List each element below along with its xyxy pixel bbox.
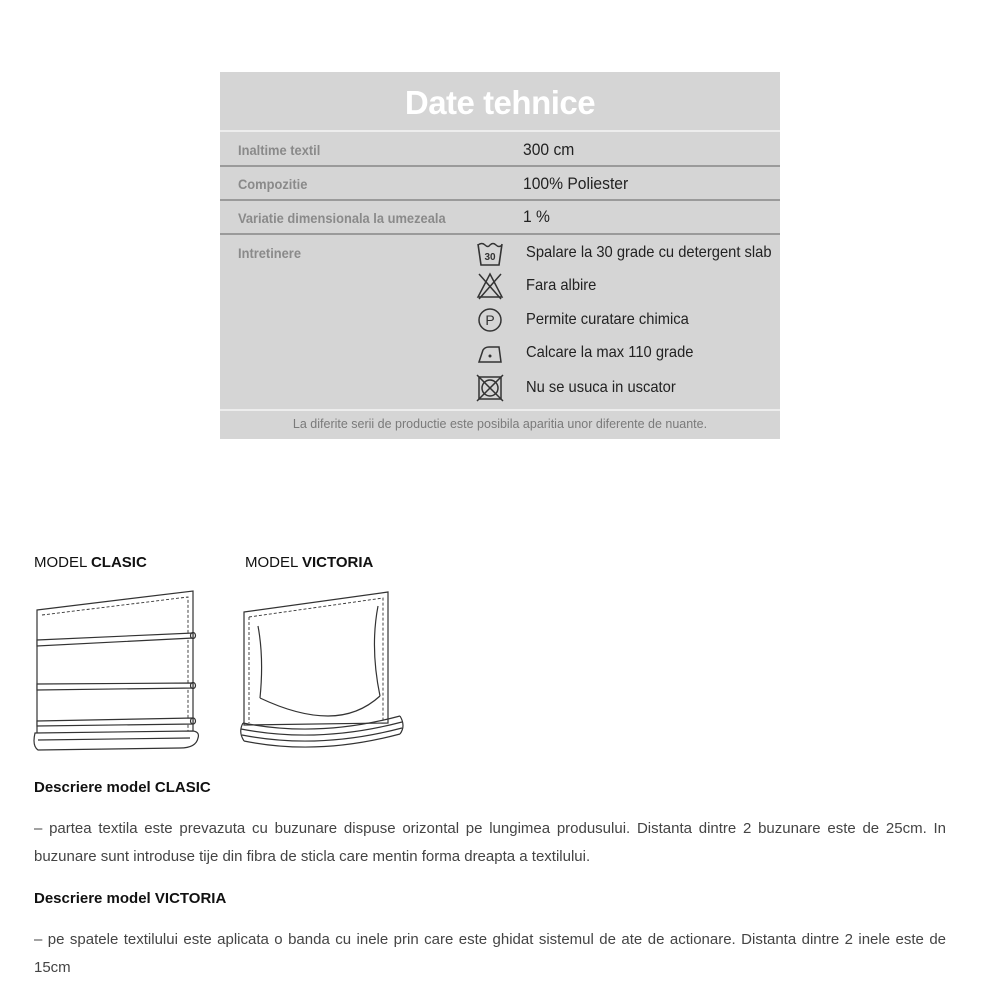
clasic-description-text: – partea textila este prevazuta cu buzunare dispuse orizontal pe lungimea produsului. Distanta dintre 2 buzunare este de 25cm. In buzunare sunt introduse tije din fibra de sticla care mentin forma dreapta a textilului.	[34, 820, 946, 865]
no-bleach-icon	[475, 271, 505, 301]
model-victoria-drawing	[238, 588, 418, 763]
spec-label: Variatie dimensionala la umezeala	[238, 210, 446, 226]
victoria-description-text: – pe spatele textilului este aplicata o banda cu inele prin care este ghidat sistemul de ate de actionare. Distanta dintre 2 inele este de 15cm	[34, 931, 946, 976]
panel-footnote: La diferite serii de productie este posibila aparitia unor diferente de nuante.	[292, 417, 708, 431]
model-prefix: MODEL	[34, 554, 87, 571]
care-item-tumble	[220, 373, 780, 403]
model-name: VICTORIA	[301, 554, 374, 571]
model-victoria-title	[245, 554, 373, 571]
spec-value: 100% Poliester	[523, 174, 629, 193]
panel-title: Date tehnice	[404, 84, 596, 121]
iron-icon	[475, 338, 505, 368]
spec-value: 300 cm	[523, 140, 575, 159]
model-clasic-title	[34, 554, 147, 571]
no-tumble-dry-icon	[475, 373, 505, 403]
care-item-bleach	[220, 271, 780, 301]
care-text: Spalare la 30 grade cu detergent slab	[526, 244, 772, 261]
care-item-wash	[220, 238, 780, 268]
spec-label: Inaltime textil	[238, 142, 321, 158]
care-text: Nu se usuca in uscator	[526, 379, 676, 396]
divider	[220, 409, 780, 411]
victoria-description-heading: Descriere model VICTORIA	[34, 890, 227, 907]
care-text: Permite curatare chimica	[526, 311, 689, 328]
divider	[220, 233, 780, 235]
divider	[220, 130, 780, 132]
svg-text:30: 30	[484, 252, 496, 263]
model-name: CLASIC	[90, 554, 147, 571]
model-clasic-drawing	[30, 588, 205, 763]
care-text: Calcare la max 110 grade	[526, 344, 694, 361]
care-text: Fara albire	[526, 277, 597, 294]
care-item-dry-clean	[220, 305, 780, 335]
dry-clean-p-icon	[475, 305, 505, 335]
divider	[220, 199, 780, 201]
divider	[220, 165, 780, 167]
technical-data-panel	[220, 72, 780, 439]
spec-label: Compozitie	[238, 176, 308, 192]
spec-value: 1 %	[523, 207, 550, 226]
clasic-description-heading: Descriere model CLASIC	[34, 779, 211, 796]
svg-text:P: P	[485, 312, 495, 328]
model-prefix: MODEL	[245, 554, 298, 571]
wash-30-icon	[475, 238, 505, 268]
care-label: Intretinere	[238, 245, 301, 261]
care-item-iron	[220, 338, 780, 368]
